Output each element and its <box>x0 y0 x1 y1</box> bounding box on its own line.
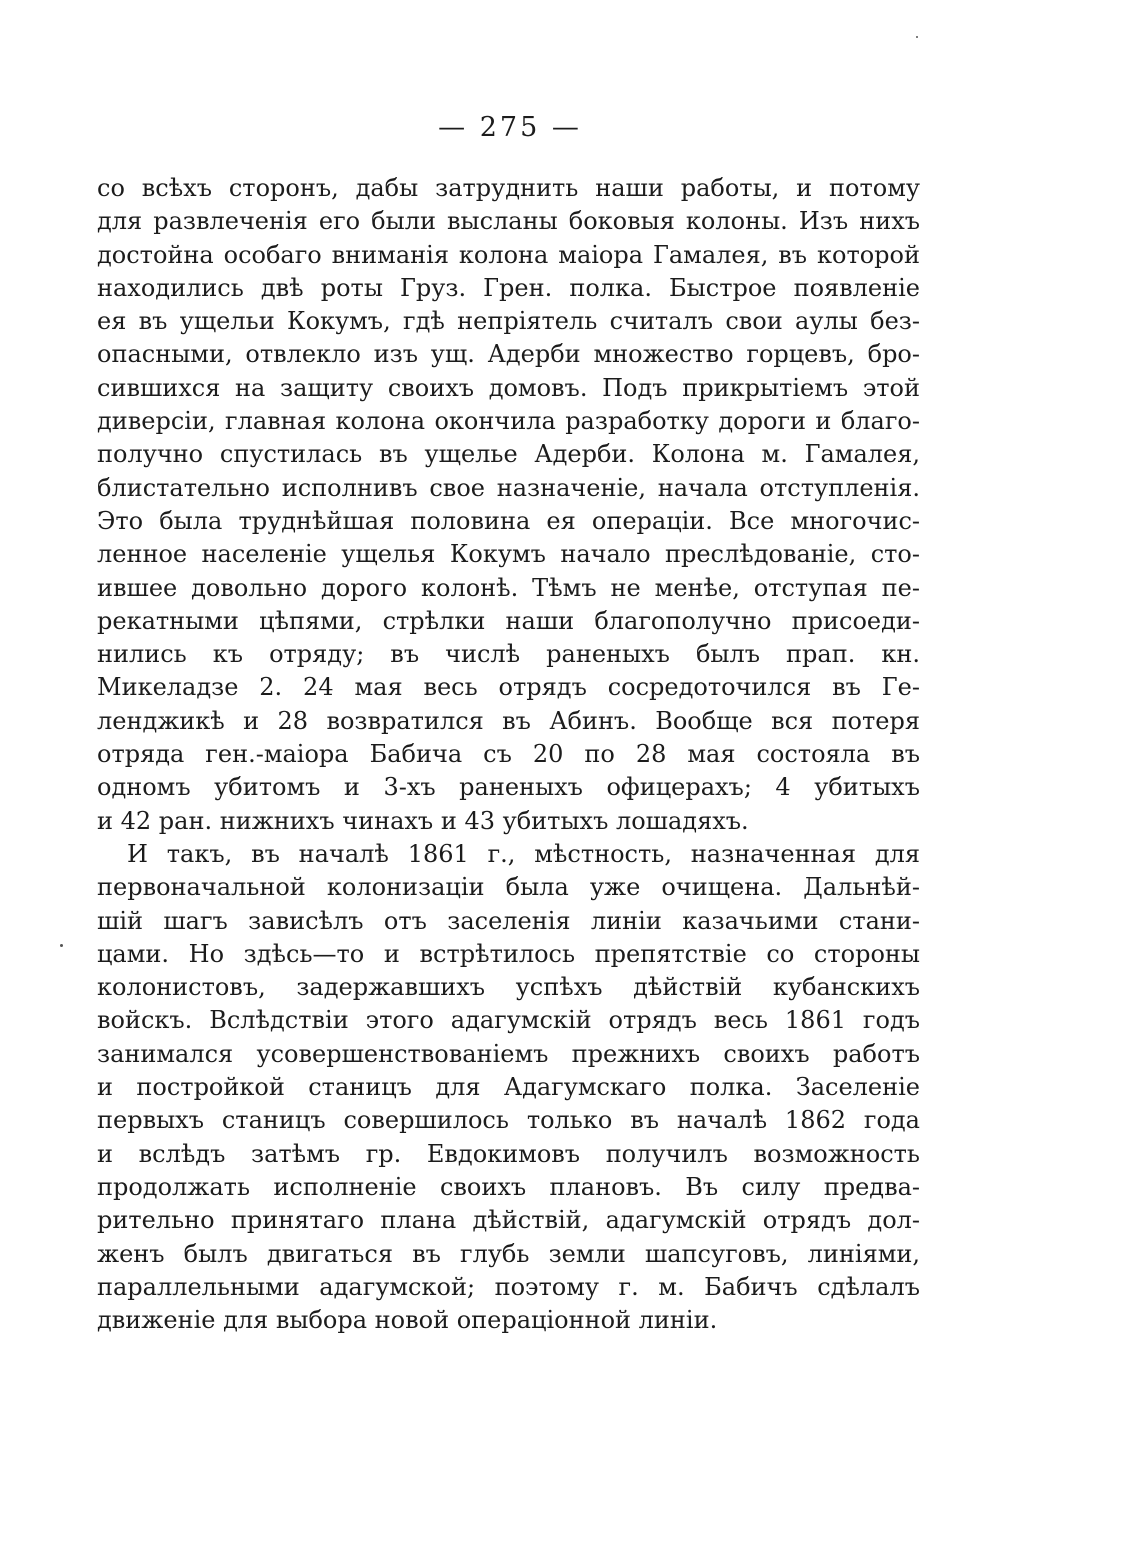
body-text <box>97 172 920 1337</box>
page-number: — 275 — <box>438 112 582 143</box>
text-line: и 42 ран. нижнихъ чинахъ и 43 убитыхъ лошадяхъ. <box>97 806 749 835</box>
text-line: одномъ убитомъ и 3-хъ раненыхъ офицерахъ; 4 убитыхъ <box>97 773 920 802</box>
text-line: опасными, отвлекло изъ ущ. Адерби множество горцевъ, бро- <box>97 340 920 369</box>
text-line: Микеладзе 2. 24 мая весь отрядъ сосредоточился въ Ге- <box>97 673 920 702</box>
paragraph-2 <box>97 838 920 1337</box>
scan-speck <box>60 944 63 947</box>
text-line: женъ былъ двигаться въ глубь земли шапсуговъ, линіями, <box>97 1239 920 1268</box>
text-line: ленное населеніе ущелья Кокумъ начало преслѣдованіе, сто- <box>97 540 920 569</box>
scan-speck <box>916 36 918 38</box>
text-line: для развлеченія его были высланы боковыя колоны. Изъ нихъ <box>97 207 920 236</box>
text-line: рекатными цѣпями, стрѣлки наши благополучно присоеди- <box>97 606 920 635</box>
text-line: ившее довольно дорого колонѣ. Тѣмъ не менѣе, отступая пе- <box>97 573 920 602</box>
text-line: движеніе для выбора новой операціонной линіи. <box>97 1306 718 1335</box>
text-line: и постройкой станицъ для Адагумскаго полка. Заселеніе <box>97 1073 920 1102</box>
text-line: находились двѣ роты Груз. Грен. полка. Быстрое появленіе <box>97 273 920 302</box>
text-line: первоначальной колонизаціи была уже очищена. Дальнѣй- <box>97 873 920 902</box>
text-line: нились къ отряду; въ числѣ раненыхъ былъ прап. кн. <box>97 640 920 669</box>
text-line: блистательно исполнивъ свое назначеніе, начала отступленія. <box>97 473 920 502</box>
text-line: ея въ ущельи Кокумъ, гдѣ непріятель считалъ свои аулы без- <box>97 307 920 336</box>
text-line: продолжать исполненіе своихъ плановъ. Въ силу предва- <box>97 1172 920 1201</box>
text-line: отряда ген.-маіора Бабича съ 20 по 28 мая состояла въ <box>97 740 920 769</box>
text-line: занимался усовершенствованіемъ прежнихъ своихъ работъ <box>97 1039 920 1068</box>
text-line: войскъ. Вслѣдствіи этого адагумскій отрядъ весь 1861 годъ <box>97 1006 920 1035</box>
text-line: первыхъ станицъ совершилось только въ началѣ 1862 года <box>97 1106 920 1135</box>
text-line: И такъ, въ началѣ 1861 г., мѣстность, назначенная для <box>127 839 920 868</box>
text-line: шій шагъ зависѣлъ отъ заселенія линіи казачьими стани- <box>97 906 920 935</box>
text-line: диверсіи, главная колона окончила разработку дороги и благо- <box>97 407 920 436</box>
text-line: сившихся на защиту своихъ домовъ. Подъ прикрытіемъ этой <box>97 373 920 402</box>
text-line: и вслѣдъ затѣмъ гр. Евдокимовъ получилъ возможность <box>97 1139 920 1168</box>
text-line: со всѣхъ сторонъ, дабы затруднить наши работы, и потому <box>97 174 920 202</box>
text-line: достойна особаго вниманія колона маіора Гамалея, въ которой <box>97 240 920 269</box>
text-line: ленджикѣ и 28 возвратился въ Абинъ. Вообще вся потеря <box>97 706 920 735</box>
text-line: колонистовъ, задержавшихъ успѣхъ дѣйствій кубанскихъ <box>97 973 920 1002</box>
text-line: рительно принятаго плана дѣйствій, адагумскій отрядъ дол- <box>97 1206 920 1235</box>
text-line: параллельными адагумской; поэтому г. м. Бабичъ сдѣлалъ <box>97 1272 920 1301</box>
text-line: получно спустилась въ ущелье Адерби. Колона м. Гамалея, <box>97 440 920 469</box>
text-line: Это была труднѣйшая половина ея операціи. Все многочис- <box>97 506 920 535</box>
text-line: цами. Но здѣсь—то и встрѣтилось препятствіе со стороны <box>97 939 920 968</box>
paragraph-1 <box>97 172 920 838</box>
